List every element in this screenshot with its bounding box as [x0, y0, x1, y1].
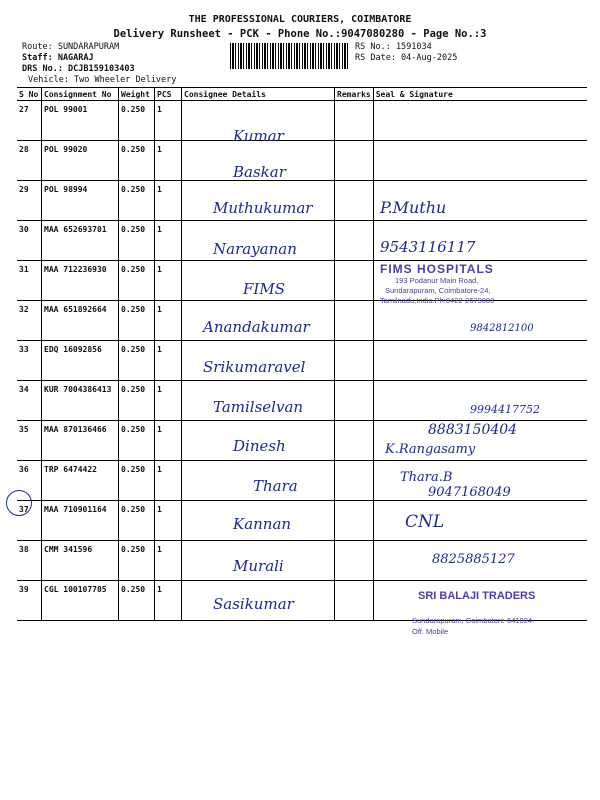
table-row [17, 501, 587, 541]
sig-32: 9842812100 [470, 323, 534, 334]
sri-stamp-addr2: Off. Mobile [412, 627, 449, 636]
cell-remarks [335, 341, 374, 381]
cell-seal [373, 141, 587, 181]
vehicle: Vehicle: Two Wheeler Delivery [28, 75, 177, 85]
fims-stamp-addr3: Tamilnadu,India.Ph:0422-2679000 [380, 296, 495, 305]
rs-number: RS No.: 1591034 [355, 42, 432, 52]
barcode [230, 43, 350, 69]
sig-38: 8825885127 [432, 552, 515, 567]
cell-sno: 33 [17, 341, 42, 381]
hw-name-30: Narayanan [213, 240, 297, 258]
sig-35: 8883150404 [428, 422, 518, 438]
hw-name-37: Kannan [233, 515, 292, 533]
col-weight: Weight [119, 88, 155, 101]
cell-remarks [335, 541, 374, 581]
hw-name-28: Baskar [233, 163, 286, 181]
cell-sno: 37 [17, 501, 42, 541]
cell-weight: 0.250 [119, 341, 155, 381]
sig-30: 9543116117 [380, 238, 476, 256]
cell-weight: 0.250 [119, 461, 155, 501]
sig-29: P.Muthu [380, 198, 447, 217]
cell-consignment: CMM 341596 [42, 541, 119, 581]
runsheet-subtitle: Delivery Runsheet - PCK - Phone No.:9047080280 - Page No.:3 [113, 28, 487, 40]
sig-34: 9994417752 [470, 403, 540, 416]
cell-pcs: 1 [155, 421, 182, 461]
cell-consignment: MAA 870136466 [42, 421, 119, 461]
cell-weight: 0.250 [119, 221, 155, 261]
fims-stamp-addr1: 193 Podanur Main Road, [395, 276, 479, 285]
drs-number: DRS No.: DCJB159103403 [22, 64, 135, 74]
fims-stamp-name: FIMS HOSPITALS [380, 262, 494, 276]
cell-weight: 0.250 [119, 421, 155, 461]
cell-weight: 0.250 [119, 181, 155, 221]
cell-pcs: 1 [155, 261, 182, 301]
hw-name-33: Srikumaravel [203, 358, 306, 376]
sig-36-thara: Thara.B [400, 470, 453, 485]
col-sno: S No [17, 88, 42, 101]
cell-seal [373, 301, 587, 341]
cell-pcs: 1 [155, 221, 182, 261]
col-consignment: Consignment No [42, 88, 119, 101]
cell-consignment: POL 99020 [42, 141, 119, 181]
cell-remarks [335, 221, 374, 261]
cell-sno: 32 [17, 301, 42, 341]
cell-sno: 30 [17, 221, 42, 261]
cell-consignment: POL 99001 [42, 101, 119, 141]
table-row [17, 221, 587, 261]
table-header [17, 88, 587, 101]
cell-sno: 28 [17, 141, 42, 181]
cell-pcs: 1 [155, 301, 182, 341]
sig-36-phone: 9047168049 [428, 485, 511, 500]
cell-remarks [335, 501, 374, 541]
cell-seal [373, 341, 587, 381]
cell-weight: 0.250 [119, 261, 155, 301]
cell-sno: 39 [17, 581, 42, 621]
cell-weight: 0.250 [119, 301, 155, 341]
runsheet-table [17, 87, 587, 621]
cell-pcs: 1 [155, 541, 182, 581]
cell-weight: 0.250 [119, 501, 155, 541]
hw-name-29: Muthukumar [213, 199, 313, 217]
hw-name-32: Anandakumar [203, 318, 310, 336]
cell-consignment: TRP 6474422 [42, 461, 119, 501]
cell-weight: 0.250 [119, 541, 155, 581]
cell-weight: 0.250 [119, 101, 155, 141]
table-row [17, 261, 587, 301]
cell-remarks [335, 301, 374, 341]
cell-pcs: 1 [155, 381, 182, 421]
route: Route: SUNDARAPURAM [22, 42, 120, 52]
hw-name-31: FIMS [243, 280, 285, 298]
table-row [17, 101, 587, 141]
cell-consignment: MAA 712236930 [42, 261, 119, 301]
cell-consignment: EDQ 16092856 [42, 341, 119, 381]
col-consignee: Consignee Details [182, 88, 335, 101]
cell-pcs: 1 [155, 581, 182, 621]
col-pcs: PCS [155, 88, 182, 101]
sig-36-name: K.Rangasamy [385, 442, 476, 457]
cell-remarks [335, 581, 374, 621]
cell-sno: 31 [17, 261, 42, 301]
cell-sno: 35 [17, 421, 42, 461]
hw-name-27: Kumar [233, 127, 284, 145]
table-row [17, 141, 587, 181]
cell-consignment: MAA 651892664 [42, 301, 119, 341]
cell-remarks [335, 381, 374, 421]
row-37-circle-mark [6, 490, 32, 516]
cell-remarks [335, 261, 374, 301]
cell-consignment: POL 98994 [42, 181, 119, 221]
cell-pcs: 1 [155, 141, 182, 181]
cell-remarks [335, 181, 374, 221]
cell-sno: 36 [17, 461, 42, 501]
cell-remarks [335, 421, 374, 461]
hw-name-35: Dinesh [233, 437, 286, 455]
cell-pcs: 1 [155, 101, 182, 141]
cell-consignment: CGL 100107705 [42, 581, 119, 621]
col-remarks: Remarks [335, 88, 374, 101]
hw-name-36: Thara [253, 477, 298, 495]
cell-weight: 0.250 [119, 381, 155, 421]
hw-name-39: Sasikumar [213, 595, 294, 613]
cell-sno: 27 [17, 101, 42, 141]
cell-sno: 29 [17, 181, 42, 221]
cell-consignment: KUR 7004386413 [42, 381, 119, 421]
col-seal: Seal & Signature [373, 88, 587, 101]
cell-pcs: 1 [155, 341, 182, 381]
sig-37: CNL [405, 512, 445, 532]
sri-stamp-name: SRI BALAJI TRADERS [418, 590, 536, 602]
cell-consignment: MAA 710901164 [42, 501, 119, 541]
company-title: THE PROFESSIONAL COURIERS, COIMBATORE [188, 14, 412, 25]
cell-sno: 38 [17, 541, 42, 581]
cell-sno: 34 [17, 381, 42, 421]
cell-remarks [335, 461, 374, 501]
cell-consignment: MAA 652693701 [42, 221, 119, 261]
cell-pcs: 1 [155, 461, 182, 501]
sri-stamp-addr1: Sundarapuram, Coimbatore-641024. [412, 616, 535, 625]
hw-name-34: Tamilselvan [213, 398, 304, 416]
cell-weight: 0.250 [119, 141, 155, 181]
rs-date: RS Date: 04-Aug-2025 [355, 53, 458, 63]
hw-name-38: Murali [233, 557, 284, 575]
cell-pcs: 1 [155, 181, 182, 221]
cell-remarks [335, 101, 374, 141]
staff: Staff: NAGARAJ [22, 53, 94, 63]
cell-remarks [335, 141, 374, 181]
cell-weight: 0.250 [119, 581, 155, 621]
fims-stamp-addr2: Sundarapuram, Coimbatore-24, [385, 286, 491, 295]
cell-pcs: 1 [155, 501, 182, 541]
cell-seal [373, 101, 587, 141]
